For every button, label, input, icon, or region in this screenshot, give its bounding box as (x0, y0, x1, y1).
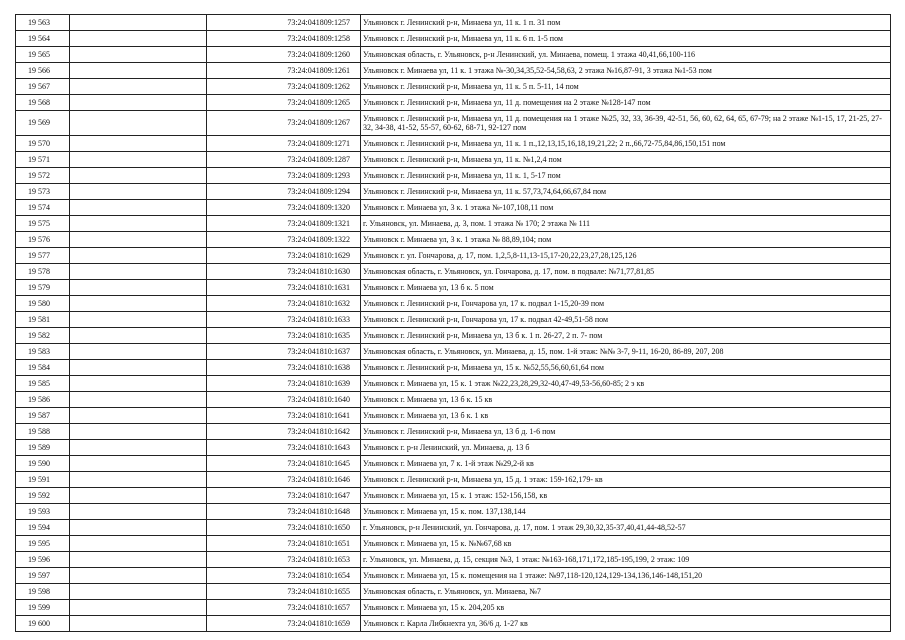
cadastral-number-cell: 73:24:041810:1639 (207, 376, 361, 392)
row-number-cell: 19 579 (16, 280, 70, 296)
address-cell: Ульяновск г. Ленинский р-н, Минаева ул, 15 д. 1 этаж: 159-162,179- кв (361, 472, 891, 488)
cadastral-number-cell: 73:24:041810:1657 (207, 600, 361, 616)
address-cell: г. Ульяновск, ул. Минаева, д. 15, секция №3, 1 этаж: №163-168,171,172,185-195,199, 2 этаж: 109 (361, 552, 891, 568)
empty-cell (70, 472, 207, 488)
table-row (16, 376, 891, 392)
row-number-cell: 19 564 (16, 31, 70, 47)
row-number-cell: 19 582 (16, 328, 70, 344)
empty-cell (70, 376, 207, 392)
cadastral-number-cell: 73:24:041810:1654 (207, 568, 361, 584)
row-number-cell: 19 565 (16, 47, 70, 63)
table-row (16, 296, 891, 312)
table-row (16, 15, 891, 31)
registry-table (15, 14, 891, 632)
row-number-cell: 19 570 (16, 136, 70, 152)
address-cell: Ульяновск г. Ленинский р-н, Минаева ул, 11 к. 6 п. 1-5 пом (361, 31, 891, 47)
cadastral-number-cell: 73:24:041809:1293 (207, 168, 361, 184)
empty-cell (70, 488, 207, 504)
row-number-cell: 19 596 (16, 552, 70, 568)
row-number-cell: 19 594 (16, 520, 70, 536)
address-cell: Ульяновск г. Ленинский р-н, Минаева ул, 11 к. №1,2,4 пом (361, 152, 891, 168)
table-row (16, 111, 891, 136)
cadastral-number-cell: 73:24:041810:1646 (207, 472, 361, 488)
address-cell: Ульяновск г. Минаева ул, 13 б к. 5 пом (361, 280, 891, 296)
empty-cell (70, 392, 207, 408)
empty-cell (70, 312, 207, 328)
address-cell: Ульяновск г. Минаева ул, 15 к. 1 этаж: 152-156,158, кв (361, 488, 891, 504)
address-cell: Ульяновск г. Ленинский р-н, Гончарова ул, 17 к. подвал 1-15,20-39 пом (361, 296, 891, 312)
row-number-cell: 19 593 (16, 504, 70, 520)
cadastral-number-cell: 73:24:041810:1630 (207, 264, 361, 280)
address-cell: Ульяновская область, г. Ульяновск, ул. Гончарова, д. 17, пом. в подвале: №71,77,81,85 (361, 264, 891, 280)
cadastral-number-cell: 73:24:041810:1638 (207, 360, 361, 376)
row-number-cell: 19 595 (16, 536, 70, 552)
row-number-cell: 19 569 (16, 111, 70, 136)
table-row (16, 360, 891, 376)
row-number-cell: 19 576 (16, 232, 70, 248)
table-row (16, 392, 891, 408)
cadastral-number-cell: 73:24:041810:1643 (207, 440, 361, 456)
address-cell: Ульяновск г. Ленинский р-н, Минаева ул, 15 к. №52,55,56,60,61,64 пом (361, 360, 891, 376)
table-row (16, 328, 891, 344)
row-number-cell: 19 577 (16, 248, 70, 264)
address-cell: Ульяновск г. Ленинский р-н, Минаева ул, 11 д. помещения на 2 этаже №128-147 пом (361, 95, 891, 111)
empty-cell (70, 168, 207, 184)
row-number-cell: 19 597 (16, 568, 70, 584)
row-number-cell: 19 588 (16, 424, 70, 440)
table-row (16, 152, 891, 168)
address-cell: Ульяновск г. Минаева ул, 13 б к. 15 кв (361, 392, 891, 408)
table-row (16, 312, 891, 328)
address-cell: Ульяновск г. Ленинский р-н, Минаева ул, 11 к. 1 п.,12,13,15,16,18,19,21,22; 2 п.,66,72-75,84,86,150,151 пом (361, 136, 891, 152)
address-cell: Ульяновск г. Минаева ул, 15 к. 1 этаж №22,23,28,29,32-40,47-49,53-56,60-85; 2 э кв (361, 376, 891, 392)
row-number-cell: 19 580 (16, 296, 70, 312)
address-cell: Ульяновская область, г. Ульяновск, р-н Ленинский, ул. Минаева, помещ. 1 этажа 40,41,66,100-116 (361, 47, 891, 63)
row-number-cell: 19 573 (16, 184, 70, 200)
table-row (16, 184, 891, 200)
address-cell: Ульяновск г. Ленинский р-н, Минаева ул, 11 к. 1, 5-17 пом (361, 168, 891, 184)
empty-cell (70, 536, 207, 552)
cadastral-number-cell: 73:24:041810:1645 (207, 456, 361, 472)
address-cell: Ульяновск г. Минаева ул, 3 к. 1 этажа №-107,108,11 пом (361, 200, 891, 216)
address-cell: Ульяновск г. Минаева ул, 15 к. 204,205 кв (361, 600, 891, 616)
empty-cell (70, 248, 207, 264)
table-row (16, 168, 891, 184)
table-row (16, 63, 891, 79)
row-number-cell: 19 563 (16, 15, 70, 31)
address-cell: г. Ульяновск, р-н Ленинский, ул. Гончарова, д. 17, пом. 1 этаж 29,30,32,35-37,40,41,44-48,52-57 (361, 520, 891, 536)
row-number-cell: 19 600 (16, 616, 70, 632)
address-cell: Ульяновск г. Минаева ул, 7 к. 1-й этаж №29,2-й кв (361, 456, 891, 472)
row-number-cell: 19 567 (16, 79, 70, 95)
row-number-cell: 19 586 (16, 392, 70, 408)
row-number-cell: 19 583 (16, 344, 70, 360)
row-number-cell: 19 592 (16, 488, 70, 504)
table-row (16, 440, 891, 456)
table-row (16, 47, 891, 63)
cadastral-number-cell: 73:24:041809:1271 (207, 136, 361, 152)
empty-cell (70, 200, 207, 216)
table-row (16, 472, 891, 488)
address-cell (361, 111, 891, 136)
table-row (16, 600, 891, 616)
row-number-cell: 19 591 (16, 472, 70, 488)
table-row (16, 424, 891, 440)
empty-cell (70, 216, 207, 232)
table-row (16, 264, 891, 280)
table-row (16, 504, 891, 520)
empty-cell (70, 440, 207, 456)
address-cell: Ульяновск г. р-н Ленинский, ул. Минаева, д. 13 б (361, 440, 891, 456)
table-row (16, 552, 891, 568)
empty-cell (70, 296, 207, 312)
row-number-cell: 19 599 (16, 600, 70, 616)
row-number-cell: 19 578 (16, 264, 70, 280)
cadastral-number-cell: 73:24:041809:1267 (207, 111, 361, 136)
cadastral-number-cell: 73:24:041810:1631 (207, 280, 361, 296)
cadastral-number-cell: 73:24:041810:1633 (207, 312, 361, 328)
address-cell: Ульяновск г. Минаева ул, 3 к. 1 этажа № 88,89,104; пом (361, 232, 891, 248)
empty-cell (70, 136, 207, 152)
address-cell: Ульяновск г. Карла Либкнехта ул, 36/6 д. 1-27 кв (361, 616, 891, 632)
cadastral-number-cell: 73:24:041810:1651 (207, 536, 361, 552)
table-row (16, 568, 891, 584)
table-row (16, 584, 891, 600)
address-cell: Ульяновск г. Минаева ул, 15 к. помещения на 1 этаже: №97,118-120,124,129-134,136,146-148,151,20 (361, 568, 891, 584)
address-cell: Ульяновск г. Ленинский р-н, Минаева ул, 11 к. 57,73,74,64,66,67,84 пом (361, 184, 891, 200)
cadastral-number-cell: 73:24:041810:1640 (207, 392, 361, 408)
address-cell: Ульяновск г. Ленинский р-н, Минаева ул, 13 б к. 1 п. 26-27, 2 п. 7- пом (361, 328, 891, 344)
empty-cell (70, 600, 207, 616)
cadastral-number-cell: 73:24:041810:1650 (207, 520, 361, 536)
cadastral-number-cell: 73:24:041810:1653 (207, 552, 361, 568)
empty-cell (70, 152, 207, 168)
row-number-cell: 19 572 (16, 168, 70, 184)
empty-cell (70, 344, 207, 360)
cadastral-number-cell: 73:24:041809:1258 (207, 31, 361, 47)
cadastral-number-cell: 73:24:041810:1647 (207, 488, 361, 504)
table-row (16, 248, 891, 264)
table-row (16, 520, 891, 536)
empty-cell (70, 456, 207, 472)
empty-cell (70, 280, 207, 296)
empty-cell (70, 520, 207, 536)
cadastral-number-cell: 73:24:041809:1294 (207, 184, 361, 200)
cadastral-number-cell: 73:24:041810:1655 (207, 584, 361, 600)
empty-cell (70, 584, 207, 600)
cadastral-number-cell: 73:24:041809:1287 (207, 152, 361, 168)
empty-cell (70, 31, 207, 47)
table-row (16, 200, 891, 216)
address-cell: Ульяновская область, г. Ульяновск, ул. Минаева, д. 15, пом. 1-й этаж: №№ 3-7, 9-11, 16-20, 86-89, 207, 208 (361, 344, 891, 360)
address-cell: Ульяновская область, г. Ульяновск, ул. Минаева, №7 (361, 584, 891, 600)
cadastral-number-cell: 73:24:041809:1321 (207, 216, 361, 232)
empty-cell (70, 184, 207, 200)
table-row (16, 232, 891, 248)
cadastral-number-cell: 73:24:041809:1257 (207, 15, 361, 31)
address-cell: Ульяновск г. ул. Гончарова, д. 17, пом. 1,2,5,8-11,13-15,17-20,22,23,27,28,125,126 (361, 248, 891, 264)
table-row (16, 216, 891, 232)
empty-cell (70, 504, 207, 520)
cadastral-number-cell: 73:24:041810:1642 (207, 424, 361, 440)
row-number-cell: 19 568 (16, 95, 70, 111)
row-number-cell: 19 581 (16, 312, 70, 328)
cadastral-number-cell: 73:24:041809:1265 (207, 95, 361, 111)
row-number-cell: 19 598 (16, 584, 70, 600)
table-row (16, 95, 891, 111)
empty-cell (70, 552, 207, 568)
address-cell: Ульяновск г. Ленинский р-н, Гончарова ул, 17 к. подвал 42-49,51-58 пом (361, 312, 891, 328)
cadastral-number-cell: 73:24:041810:1648 (207, 504, 361, 520)
cadastral-number-cell: 73:24:041810:1637 (207, 344, 361, 360)
row-number-cell: 19 587 (16, 408, 70, 424)
empty-cell (70, 95, 207, 111)
cadastral-number-cell: 73:24:041810:1629 (207, 248, 361, 264)
empty-cell (70, 15, 207, 31)
address-text: Ульяновск г. Ленинский р-н, Минаева ул, 11 д. помещения на 1 этаже №25, 32, 33, 36-39, 42-51, 56, 60, 62, 64, 65, 67-79; на 2 этаже №1-15, 17, 21-25, 27-32, 34-38, 41-52, 55-57, 60-62, 68-71, 92-127 пом (363, 114, 882, 132)
table-row (16, 408, 891, 424)
empty-cell (70, 568, 207, 584)
registry-table-body (16, 15, 891, 632)
empty-cell (70, 408, 207, 424)
table-row (16, 616, 891, 632)
empty-cell (70, 63, 207, 79)
address-cell: Ульяновск г. Минаева ул, 15 к. №№67,68 кв (361, 536, 891, 552)
empty-cell (70, 111, 207, 136)
empty-cell (70, 360, 207, 376)
row-number-cell: 19 571 (16, 152, 70, 168)
table-row (16, 280, 891, 296)
row-number-cell: 19 590 (16, 456, 70, 472)
cadastral-number-cell: 73:24:041810:1635 (207, 328, 361, 344)
table-row (16, 31, 891, 47)
empty-cell (70, 232, 207, 248)
address-cell: Ульяновск г. Ленинский р-н, Минаева ул, 11 к. 5 п. 5-11, 14 пом (361, 79, 891, 95)
empty-cell (70, 79, 207, 95)
row-number-cell: 19 589 (16, 440, 70, 456)
cadastral-number-cell: 73:24:041810:1659 (207, 616, 361, 632)
address-cell: Ульяновск г. Ленинский р-н, Минаева ул, 11 к. 1 п. 31 пом (361, 15, 891, 31)
cadastral-number-cell: 73:24:041809:1320 (207, 200, 361, 216)
address-cell: Ульяновск г. Ленинский р-н, Минаева ул, 13 б д. 1-6 пом (361, 424, 891, 440)
address-cell: Ульяновск г. Минаева ул, 15 к. пом. 137,138,144 (361, 504, 891, 520)
cadastral-number-cell: 73:24:041809:1261 (207, 63, 361, 79)
row-number-cell: 19 566 (16, 63, 70, 79)
cadastral-number-cell: 73:24:041809:1262 (207, 79, 361, 95)
cadastral-number-cell: 73:24:041810:1641 (207, 408, 361, 424)
cadastral-number-cell: 73:24:041809:1260 (207, 47, 361, 63)
address-cell: Ульяновск г. Минаева ул, 11 к. 1 этажа №-30,34,35,52-54,58,63, 2 этажа №16,87-91, 3 этажа №1-53 пом (361, 63, 891, 79)
cadastral-number-cell: 73:24:041810:1632 (207, 296, 361, 312)
table-row (16, 79, 891, 95)
row-number-cell: 19 585 (16, 376, 70, 392)
address-cell: г. Ульяновск, ул. Минаева, д. 3, пом. 1 этажа № 170; 2 этажа № 111 (361, 216, 891, 232)
row-number-cell: 19 575 (16, 216, 70, 232)
empty-cell (70, 424, 207, 440)
table-row (16, 456, 891, 472)
address-cell: Ульяновск г. Минаева ул, 13 б к. 1 кв (361, 408, 891, 424)
empty-cell (70, 47, 207, 63)
empty-cell (70, 264, 207, 280)
cadastral-number-cell: 73:24:041809:1322 (207, 232, 361, 248)
table-row (16, 488, 891, 504)
row-number-cell: 19 574 (16, 200, 70, 216)
empty-cell (70, 328, 207, 344)
table-row (16, 344, 891, 360)
table-row (16, 136, 891, 152)
empty-cell (70, 616, 207, 632)
table-row (16, 536, 891, 552)
row-number-cell: 19 584 (16, 360, 70, 376)
